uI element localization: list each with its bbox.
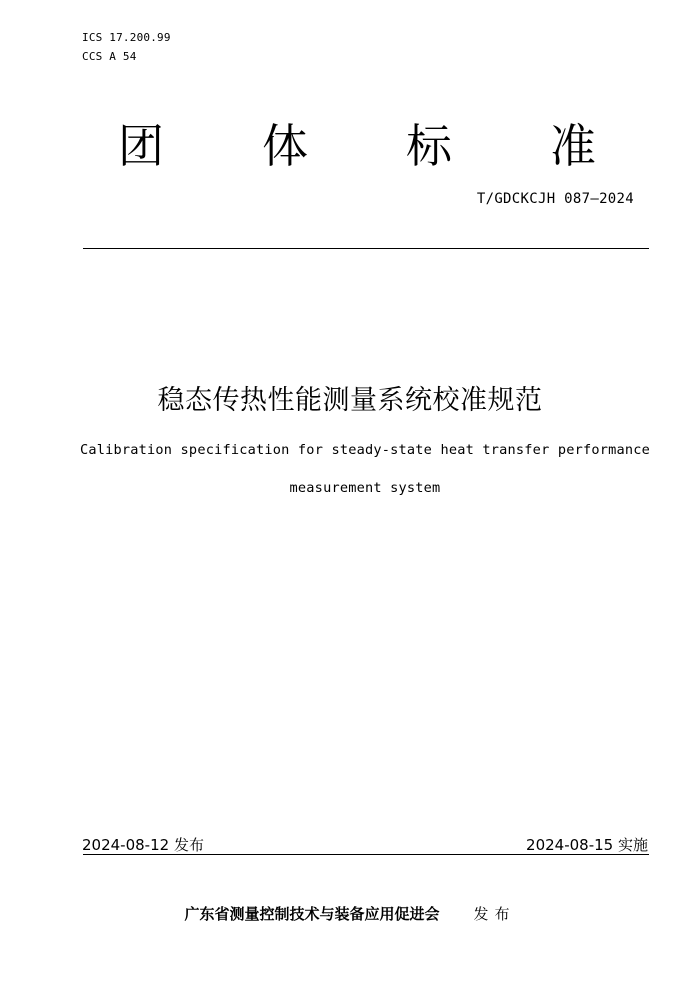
title-char-3: 标: [406, 119, 452, 173]
top-divider: [83, 248, 649, 249]
ics-code: ICS 17.200.99: [82, 31, 171, 44]
implement-date: 2024-08-15 实施: [526, 836, 648, 854]
english-title-line-2: measurement system: [289, 480, 441, 496]
title-char-4: 准: [550, 119, 596, 173]
document-category-title: [0, 118, 700, 178]
ccs-code: CCS A 54: [82, 50, 137, 63]
bottom-divider: [83, 854, 649, 855]
publisher-line: [0, 903, 700, 924]
english-title-line-1: Calibration specification for steady-state heat transfer performance: [79, 442, 651, 458]
chinese-title: 稳态传热性能测量系统校准规范: [157, 385, 543, 416]
title-char-1: 团: [118, 119, 164, 173]
publisher-org: 广东省测量控制技术与装备应用促进会: [184, 905, 440, 923]
publish-date: 2024-08-12 发布: [82, 836, 204, 854]
standard-number: T/GDCKCJH 087—2024: [476, 191, 634, 207]
publisher-action: 发布: [473, 905, 516, 923]
classification-codes: [82, 28, 171, 66]
title-char-2: 体: [262, 119, 308, 173]
